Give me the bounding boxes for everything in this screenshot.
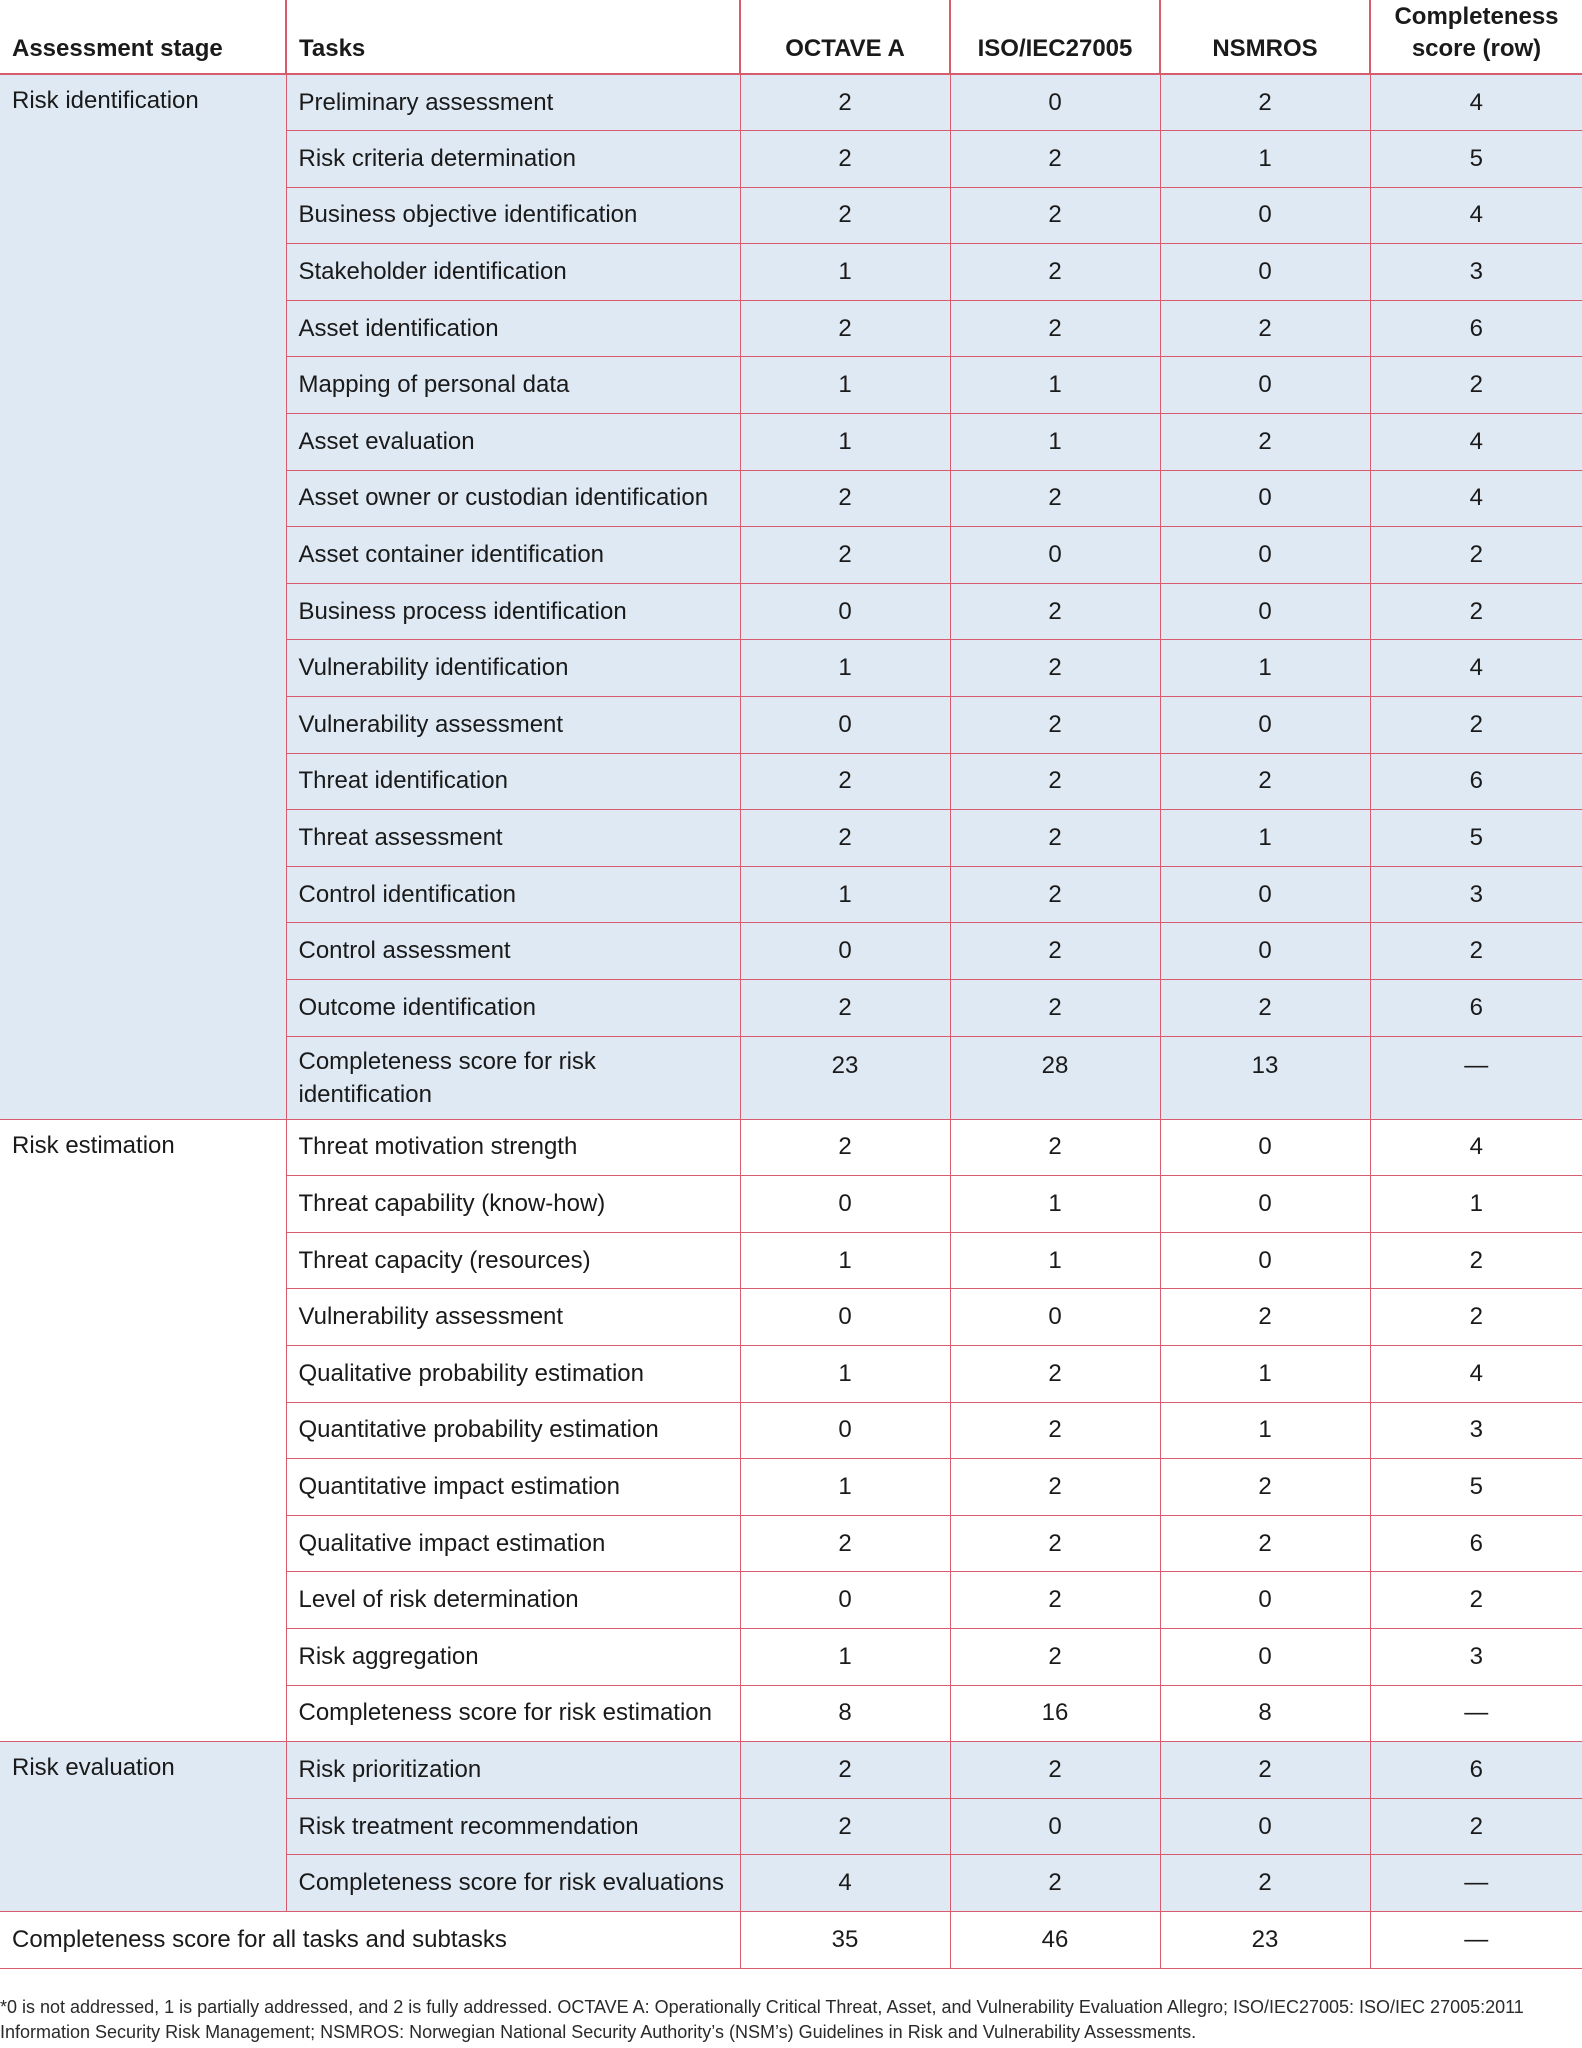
task-cell: Threat capacity (resources) — [286, 1232, 740, 1289]
nsmros-value-cell: 1 — [1160, 640, 1370, 697]
octave-value-cell: 1 — [740, 1628, 950, 1685]
iso-value-cell: 2 — [950, 300, 1160, 357]
iso-value-cell: 2 — [950, 583, 1160, 640]
iso-value-cell: 0 — [950, 74, 1160, 131]
octave-value-cell: 1 — [740, 244, 950, 301]
task-cell: Risk criteria determination — [286, 131, 740, 188]
completeness-score-cell: 5 — [1370, 1459, 1582, 1516]
iso-value-cell: 2 — [950, 1515, 1160, 1572]
task-cell: Quantitative probability estimation — [286, 1402, 740, 1459]
header-tasks: Tasks — [286, 0, 740, 74]
iso-value-cell: 28 — [950, 1036, 1160, 1119]
task-cell: Vulnerability assessment — [286, 1289, 740, 1346]
header-completeness-line1: Completeness — [1394, 3, 1559, 30]
completeness-score-cell: 2 — [1370, 1572, 1582, 1629]
completeness-score-cell: 2 — [1370, 357, 1582, 414]
octave-value-cell: 2 — [740, 1798, 950, 1855]
octave-value-cell: 2 — [740, 74, 950, 131]
header-nsmros: NSMROS — [1160, 0, 1370, 74]
octave-value-cell: 4 — [740, 1855, 950, 1912]
task-cell: Completeness score for risk evaluations — [286, 1855, 740, 1912]
nsmros-value-cell: 0 — [1160, 470, 1370, 527]
total-label: Completeness score for all tasks and subtasks — [0, 1911, 740, 1968]
octave-value-cell: 0 — [740, 1402, 950, 1459]
octave-value-cell: 0 — [740, 923, 950, 980]
octave-value-cell: 2 — [740, 810, 950, 867]
octave-value-cell: 2 — [740, 187, 950, 244]
task-cell: Threat assessment — [286, 810, 740, 867]
nsmros-value-cell: 0 — [1160, 1572, 1370, 1629]
stage-cell: Risk estimation — [0, 1119, 286, 1742]
header-iso-iec27005: ISO/IEC27005 — [950, 0, 1160, 74]
completeness-score-cell: 3 — [1370, 866, 1582, 923]
octave-value-cell: 2 — [740, 980, 950, 1037]
octave-value-cell: 1 — [740, 414, 950, 471]
octave-value-cell: 0 — [740, 1572, 950, 1629]
iso-value-cell: 2 — [950, 131, 1160, 188]
task-cell: Mapping of personal data — [286, 357, 740, 414]
nsmros-value-cell: 0 — [1160, 1798, 1370, 1855]
task-cell: Risk treatment recommendation — [286, 1798, 740, 1855]
completeness-score-cell: 6 — [1370, 1515, 1582, 1572]
completeness-score-cell: 4 — [1370, 1345, 1582, 1402]
iso-value-cell: 2 — [950, 1742, 1160, 1799]
completeness-score-cell: 4 — [1370, 414, 1582, 471]
task-cell: Asset owner or custodian identification — [286, 470, 740, 527]
iso-value-cell: 2 — [950, 1459, 1160, 1516]
nsmros-value-cell: 0 — [1160, 583, 1370, 640]
iso-value-cell: 2 — [950, 1855, 1160, 1912]
header-completeness-score — [1370, 0, 1582, 74]
task-cell: Risk aggregation — [286, 1628, 740, 1685]
octave-value-cell: 1 — [740, 1232, 950, 1289]
completeness-score-cell: 2 — [1370, 1798, 1582, 1855]
octave-value-cell: 8 — [740, 1685, 950, 1742]
nsmros-value-cell: 2 — [1160, 1289, 1370, 1346]
octave-value-cell: 2 — [740, 1515, 950, 1572]
nsmros-value-cell: 1 — [1160, 810, 1370, 867]
iso-value-cell: 2 — [950, 1628, 1160, 1685]
completeness-score-cell: 6 — [1370, 753, 1582, 810]
iso-value-cell: 2 — [950, 923, 1160, 980]
iso-value-cell: 2 — [950, 980, 1160, 1037]
iso-value-cell: 0 — [950, 1289, 1160, 1346]
completeness-score-cell: 4 — [1370, 470, 1582, 527]
total-score-cell: — — [1370, 1911, 1582, 1968]
iso-value-cell: 16 — [950, 1685, 1160, 1742]
iso-value-cell: 2 — [950, 1572, 1160, 1629]
nsmros-value-cell: 2 — [1160, 1515, 1370, 1572]
nsmros-value-cell: 2 — [1160, 414, 1370, 471]
octave-value-cell: 2 — [740, 753, 950, 810]
nsmros-value-cell: 0 — [1160, 1119, 1370, 1176]
nsmros-value-cell: 2 — [1160, 300, 1370, 357]
completeness-score-cell: 2 — [1370, 583, 1582, 640]
total-octave-cell: 35 — [740, 1911, 950, 1968]
task-cell: Asset evaluation — [286, 414, 740, 471]
task-cell: Qualitative probability estimation — [286, 1345, 740, 1402]
completeness-score-cell: 6 — [1370, 980, 1582, 1037]
header-row — [0, 0, 1582, 74]
task-cell: Outcome identification — [286, 980, 740, 1037]
octave-value-cell: 1 — [740, 1459, 950, 1516]
total-row — [0, 1911, 1582, 1968]
completeness-score-cell: 3 — [1370, 244, 1582, 301]
nsmros-value-cell: 0 — [1160, 244, 1370, 301]
nsmros-value-cell: 1 — [1160, 1345, 1370, 1402]
task-cell: Vulnerability identification — [286, 640, 740, 697]
octave-value-cell: 2 — [740, 470, 950, 527]
task-cell: Completeness score for risk estimation — [286, 1685, 740, 1742]
completeness-score-cell: 3 — [1370, 1402, 1582, 1459]
octave-value-cell: 2 — [740, 1119, 950, 1176]
table-row — [0, 1742, 1582, 1799]
completeness-score-cell: — — [1370, 1855, 1582, 1912]
iso-value-cell: 2 — [950, 810, 1160, 867]
iso-value-cell: 2 — [950, 1345, 1160, 1402]
stage-cell: Risk evaluation — [0, 1742, 286, 1912]
task-cell: Asset container identification — [286, 527, 740, 584]
completeness-score-cell: 2 — [1370, 527, 1582, 584]
octave-value-cell: 1 — [740, 640, 950, 697]
nsmros-value-cell: 0 — [1160, 697, 1370, 754]
stage-cell: Risk identification — [0, 74, 286, 1119]
total-nsmros-cell: 23 — [1160, 1911, 1370, 1968]
task-cell: Control assessment — [286, 923, 740, 980]
task-cell: Vulnerability assessment — [286, 697, 740, 754]
completeness-score-cell: 6 — [1370, 1742, 1582, 1799]
completeness-score-cell: 3 — [1370, 1628, 1582, 1685]
octave-value-cell: 1 — [740, 357, 950, 414]
octave-value-cell: 1 — [740, 1345, 950, 1402]
nsmros-value-cell: 2 — [1160, 980, 1370, 1037]
iso-value-cell: 2 — [950, 244, 1160, 301]
task-cell: Preliminary assessment — [286, 74, 740, 131]
header-assessment-stage: Assessment stage — [0, 0, 286, 74]
octave-value-cell: 0 — [740, 1176, 950, 1233]
total-iso-cell: 46 — [950, 1911, 1160, 1968]
nsmros-value-cell: 1 — [1160, 131, 1370, 188]
nsmros-value-cell: 0 — [1160, 923, 1370, 980]
task-cell: Quantitative impact estimation — [286, 1459, 740, 1516]
octave-value-cell: 2 — [740, 1742, 950, 1799]
nsmros-value-cell: 2 — [1160, 753, 1370, 810]
iso-value-cell: 1 — [950, 357, 1160, 414]
iso-value-cell: 1 — [950, 414, 1160, 471]
completeness-score-cell: 1 — [1370, 1176, 1582, 1233]
octave-value-cell: 23 — [740, 1036, 950, 1119]
completeness-score-cell: 2 — [1370, 1232, 1582, 1289]
completeness-score-cell: 4 — [1370, 1119, 1582, 1176]
completeness-score-cell: 6 — [1370, 300, 1582, 357]
task-cell: Completeness score for risk identification — [286, 1036, 740, 1119]
task-cell: Control identification — [286, 866, 740, 923]
table-footnote: *0 is not addressed, 1 is partially addressed, and 2 is fully addressed. OCTAVE A: Operationally Critical Threat, Asset, and Vulnerability Evaluation Allegro; ISO/IEC27005: ISO/IEC 27005:2011 Information Security Risk Management; NSMROS: Norwegian National Security Authority’s (NSM’s) Guidelines in Risk and Vulnerability Assessments. — [0, 1997, 1524, 2042]
octave-value-cell: 2 — [740, 131, 950, 188]
iso-value-cell: 0 — [950, 527, 1160, 584]
header-completeness-line2: score (row) — [1411, 35, 1542, 62]
completeness-score-cell: 5 — [1370, 810, 1582, 867]
nsmros-value-cell: 0 — [1160, 1628, 1370, 1685]
task-cell: Threat capability (know-how) — [286, 1176, 740, 1233]
nsmros-value-cell: 0 — [1160, 866, 1370, 923]
iso-value-cell: 1 — [950, 1232, 1160, 1289]
task-cell: Risk prioritization — [286, 1742, 740, 1799]
octave-value-cell: 2 — [740, 527, 950, 584]
nsmros-value-cell: 1 — [1160, 1402, 1370, 1459]
task-cell: Stakeholder identification — [286, 244, 740, 301]
iso-value-cell: 2 — [950, 470, 1160, 527]
task-cell: Threat motivation strength — [286, 1119, 740, 1176]
task-cell: Business objective identification — [286, 187, 740, 244]
table-body — [0, 74, 1582, 1968]
iso-value-cell: 0 — [950, 1798, 1160, 1855]
completeness-score-cell: 4 — [1370, 187, 1582, 244]
nsmros-value-cell: 0 — [1160, 527, 1370, 584]
octave-value-cell: 1 — [740, 866, 950, 923]
nsmros-value-cell: 2 — [1160, 74, 1370, 131]
octave-value-cell: 0 — [740, 697, 950, 754]
task-cell: Qualitative impact estimation — [286, 1515, 740, 1572]
task-cell: Level of risk determination — [286, 1572, 740, 1629]
task-cell: Asset identification — [286, 300, 740, 357]
octave-value-cell: 2 — [740, 300, 950, 357]
completeness-score-cell: 2 — [1370, 697, 1582, 754]
table-row — [0, 1119, 1582, 1176]
octave-value-cell: 0 — [740, 583, 950, 640]
iso-value-cell: 2 — [950, 697, 1160, 754]
completeness-score-cell: 2 — [1370, 923, 1582, 980]
iso-value-cell: 2 — [950, 1402, 1160, 1459]
nsmros-value-cell: 0 — [1160, 187, 1370, 244]
iso-value-cell: 2 — [950, 753, 1160, 810]
completeness-score-cell: 2 — [1370, 1289, 1582, 1346]
iso-value-cell: 2 — [950, 187, 1160, 244]
task-cell: Threat identification — [286, 753, 740, 810]
nsmros-value-cell: 2 — [1160, 1855, 1370, 1912]
table-row — [0, 74, 1582, 131]
iso-value-cell: 2 — [950, 640, 1160, 697]
iso-value-cell: 2 — [950, 866, 1160, 923]
task-cell: Business process identification — [286, 583, 740, 640]
completeness-score-cell: 4 — [1370, 640, 1582, 697]
nsmros-value-cell: 2 — [1160, 1742, 1370, 1799]
completeness-score-cell: 5 — [1370, 131, 1582, 188]
completeness-score-cell: — — [1370, 1685, 1582, 1742]
nsmros-value-cell: 0 — [1160, 1176, 1370, 1233]
nsmros-value-cell: 13 — [1160, 1036, 1370, 1119]
octave-value-cell: 0 — [740, 1289, 950, 1346]
nsmros-value-cell: 8 — [1160, 1685, 1370, 1742]
iso-value-cell: 2 — [950, 1119, 1160, 1176]
nsmros-value-cell: 0 — [1160, 1232, 1370, 1289]
completeness-score-cell: 4 — [1370, 74, 1582, 131]
iso-value-cell: 1 — [950, 1176, 1160, 1233]
header-octave-a: OCTAVE A — [740, 0, 950, 74]
nsmros-value-cell: 2 — [1160, 1459, 1370, 1516]
nsmros-value-cell: 0 — [1160, 357, 1370, 414]
completeness-score-cell: — — [1370, 1036, 1582, 1119]
